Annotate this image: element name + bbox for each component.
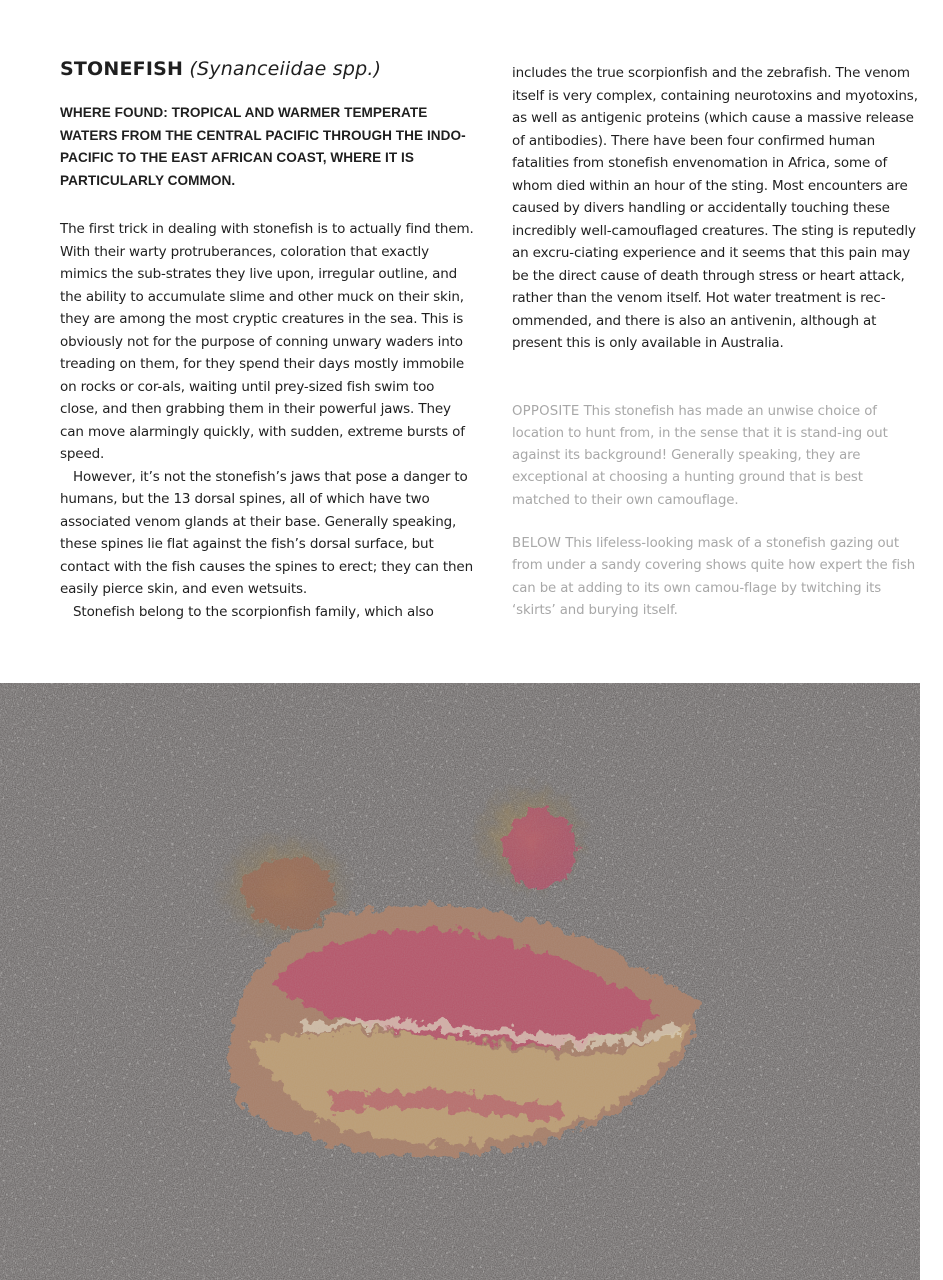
body-paragraph-3: Stonefish belong to the scorpionfish family, which also [73,603,434,620]
body-paragraph-continued: includes the true scorpionfish and the zebrafish. The venom itself is very complex, containing neurotoxins and myotoxins, as well as antigenic proteins (which cause a massive release of antibodies). There have been four confirmed human fatalities from stonefish envenomation in Africa, some of whom died within an hour of the sting. Most encounters are caused by divers handling or accidentally touching these incredibly well-camouflaged creatures. The sting is reputedly an excru-ciating experience and it seems that this pain may be the direct cause of death through stress or heart attack, rather than the venom itself. Hot water treatment is rec-ommended, and there is also an antivenin, although at present this is only available in Australia. [512,65,918,351]
caption-opposite-lead: OPPOSITE [512,403,580,419]
caption-below [512,533,922,622]
title-common-name: STONEFISH [60,58,184,80]
stonefish-photo [0,683,920,1280]
page-title [60,56,475,82]
where-found-heading: WHERE FOUND: TROPICAL AND WARMER TEMPERATE WATERS FROM THE CENTRAL PACIFIC THROUGH THE INDO-PACIFIC TO THE EAST AFRICAN COAST, WHERE IT IS PARTICULARLY COMMON. [60,105,466,188]
body-paragraph-1: The first trick in dealing with stonefish is to actually find them. With their warty protruberances, coloration that exactly mimics the sub-strates they live upon, irregular outline, and the ability to accumulate slime and other muck on their skin, they are among the most cryptic creatures in the sea. This is obviously not for the purpose of conning unwary waders into treading on them, for they spend their days mostly immobile on rocks or cor-als, waiting until prey-sized fish swim too close, and then grabbing them in their powerful jaws. They can move alarmingly quickly, with sudden, extreme bursts of speed. [60,221,474,462]
article-body-continued [512,62,922,355]
body-paragraph-2: However, it’s not the stonefish’s jaws that pose a danger to humans, but the 13 dorsal spines, all of which have two associated venom glands at their base. Generally speaking, these spines lie flat against the fish’s dorsal surface, but contact with the fish causes the spines to erect; they can then easily pierce skin, and even wetsuits. [60,468,473,597]
caption-below-text: This lifeless-looking mask of a stonefish gazing out from under a sandy covering shows quite how expert the fish can be at adding to its own camou-flage by twitching its ‘skirts’ and burying itself. [512,535,916,618]
title-latin-name: (Synanceiidae spp.) [189,58,382,80]
article-body [60,218,475,623]
right-column [512,62,922,622]
caption-opposite [512,401,922,512]
left-column [60,56,475,623]
caption-below-lead: BELOW [512,535,562,551]
stonefish-photo-image [0,683,920,1280]
caption-opposite-text: This stonefish has made an unwise choice of location to hunt from, in the sense that it is stand-ing out against its background! Generally speaking, they are exceptional at choosing a hunting ground that is best matched to their own camouflage. [512,403,888,508]
